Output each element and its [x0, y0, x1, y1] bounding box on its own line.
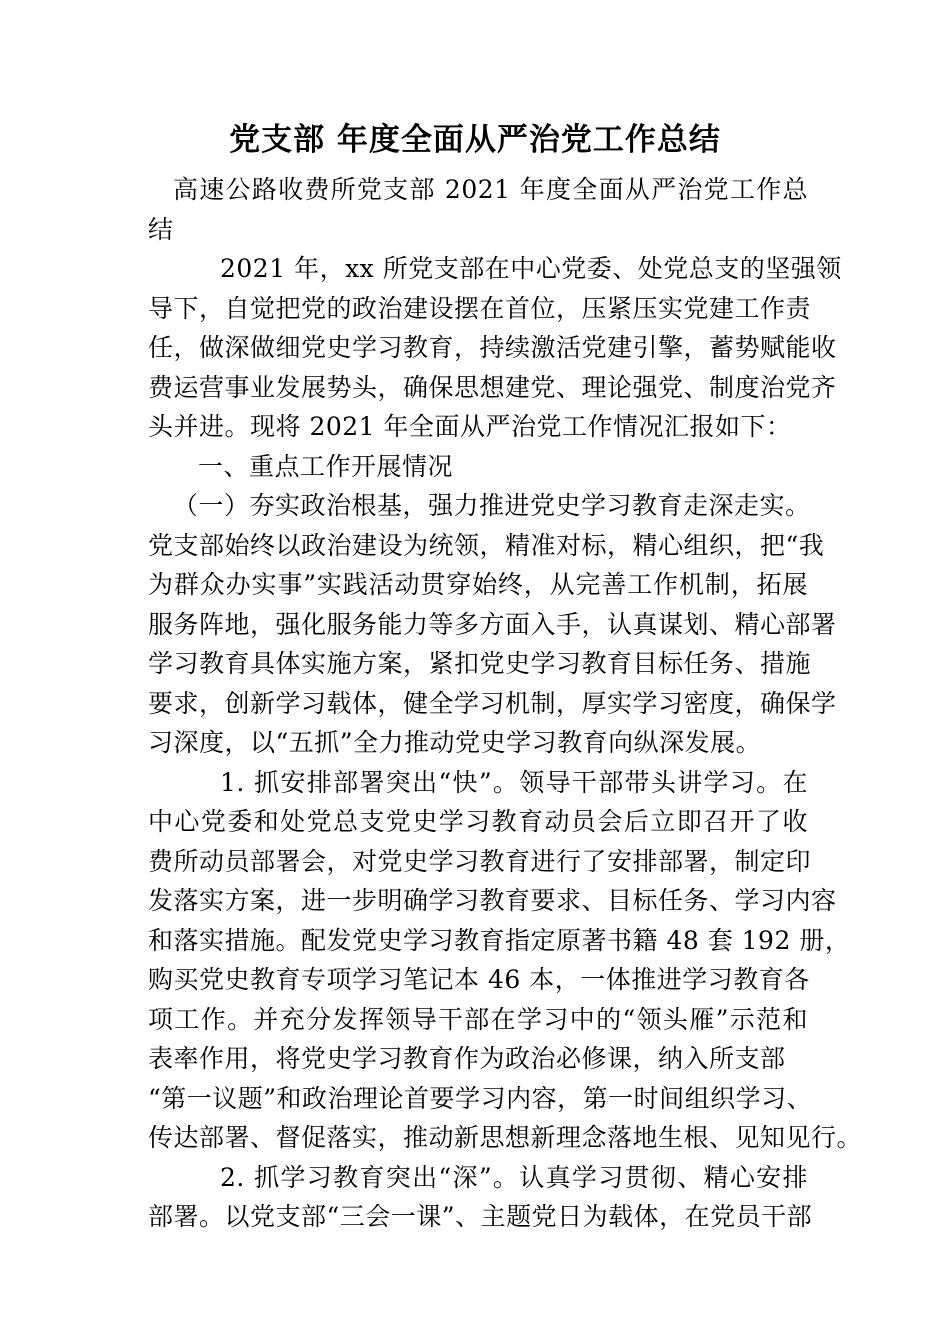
paragraph-line: 部署。以党支部“三会一课”、主题党日为载体，在党员干部: [148, 1202, 813, 1231]
document-title: 党支部 年度全面从严治党工作总结: [229, 122, 721, 158]
paragraph-line: 学习教育具体实施方案，紧扣党史学习教育目标任务、措施: [148, 649, 812, 678]
document-body: [148, 170, 863, 1237]
paragraph-line: 高速公路收费所党支部 2021 年度全面从严治党工作总: [173, 175, 808, 204]
paragraph-line: 习深度，以“五抓”全力推动党史学习教育向纵深发展。: [148, 728, 762, 757]
paragraph-line: 费运营事业发展势头，确保思想建党、理论强党、制度治党齐: [148, 372, 837, 402]
subsection-heading: （一）夯实政治根基，强力推进党史学习教育走深走实。: [173, 491, 811, 520]
paragraph-line: 传达部署、督促落实，推动新思想新理念落地生根、见知见行。: [148, 1123, 863, 1152]
paragraph-line: 项工作。并充分发挥领导干部在学习中的“领头雁”示范和: [148, 1004, 808, 1034]
paragraph-line: “第一议题”和政治理论首要学习内容，第一时间组织学习、: [148, 1083, 813, 1113]
paragraph-line: 导下，自觉把党的政治建设摆在首位，压紧压实党建工作责: [148, 293, 812, 323]
paragraph-line: 发落实方案，进一步明确学习教育要求、目标任务、学习内容: [148, 886, 837, 915]
paragraph-line: 党支部始终以政治建设为统领，精准对标，精心组织，把“我: [148, 530, 825, 560]
paragraph-line: 费所动员部署会，对党史学习教育进行了安排部署，制定印: [148, 846, 812, 876]
paragraph-line: 和落实措施。配发党史学习教育指定原著书籍 48 套 192 册，: [148, 925, 851, 955]
paragraph-line: 中心党委和处党总支党史学习教育动员会后立即召开了收: [148, 807, 808, 836]
paragraph-line: 2021 年，xx 所党支部在中心党委、处党总支的坚强领: [220, 254, 842, 283]
paragraph-line: 为群众办实事”实践活动贯穿始终，从完善工作机制，拓展: [148, 570, 808, 599]
paragraph-line: 要求，创新学习载体，健全学习机制，厚实学习密度，确保学: [148, 688, 837, 718]
paragraph-line: 购买党史教育专项学习笔记本 46 本，一体推进学习教育各: [148, 965, 810, 994]
paragraph-line: 服务阵地，强化服务能力等多方面入手，认真谋划、精心部署: [148, 609, 837, 639]
paragraph-line: 表率作用，将党史学习教育作为政治必修课，纳入所支部: [148, 1044, 786, 1073]
paragraph-line: 2. 抓学习教育突出“深”。认真学习贯彻、精心安排: [220, 1162, 808, 1192]
section-heading: 一、重点工作开展情况: [198, 451, 454, 481]
paragraph-line: 1. 抓安排部署突出“快”。领导干部带头讲学习。在: [220, 767, 808, 797]
paragraph-line: 结: [148, 214, 174, 244]
paragraph-line: 头并进。现将 2021 年全面从严治党工作情况汇报如下：: [148, 412, 792, 441]
paragraph-line: 任，做深做细党史学习教育，持续激活党建引擎，蓄势赋能收: [148, 333, 837, 362]
